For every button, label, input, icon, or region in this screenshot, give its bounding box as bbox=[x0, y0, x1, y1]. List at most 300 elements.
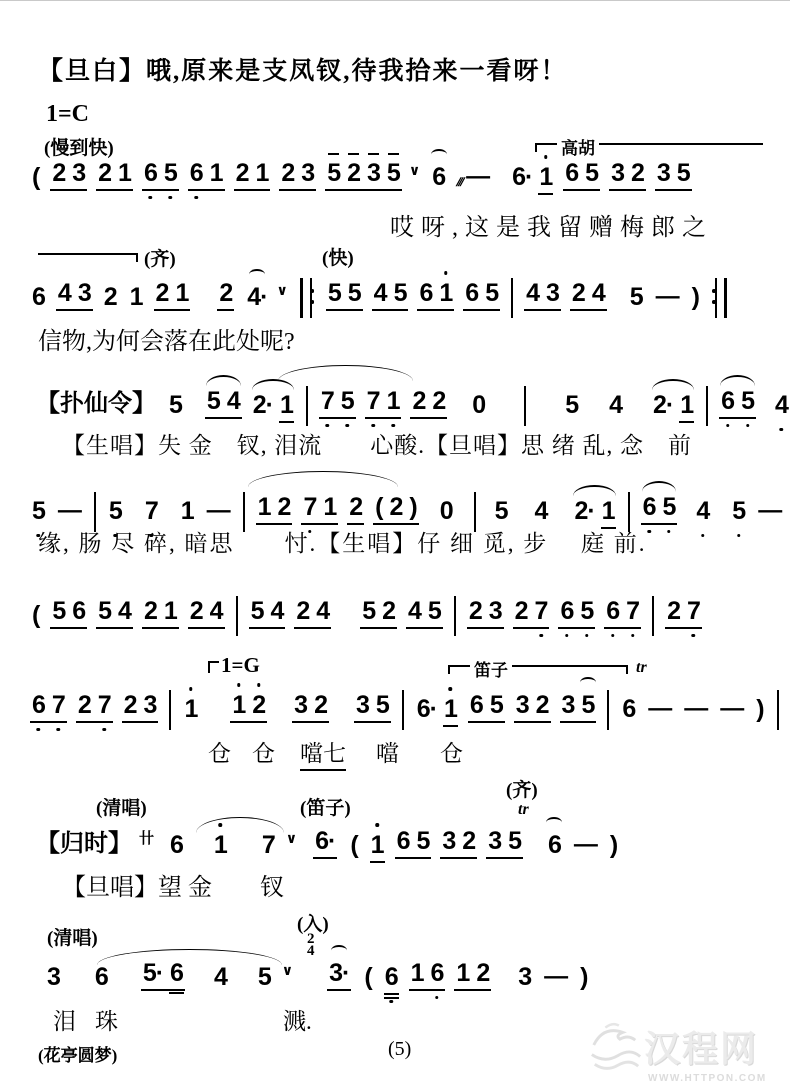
note bbox=[207, 497, 230, 525]
breath-mark bbox=[282, 963, 292, 979]
text-line: 【旦唱】望 金 钗 bbox=[62, 875, 284, 901]
note-glyph: 1 bbox=[279, 391, 293, 419]
note-group bbox=[719, 387, 756, 419]
note-group bbox=[775, 683, 781, 723]
note-glyph: 2 bbox=[382, 597, 396, 625]
annotation-label: (入) bbox=[297, 909, 329, 936]
note bbox=[72, 597, 85, 625]
ov-mark bbox=[368, 153, 379, 155]
annotation-label: (齐) bbox=[506, 775, 538, 802]
note-glyph: 3· bbox=[329, 959, 350, 987]
note-glyph: 5 bbox=[386, 159, 400, 187]
note bbox=[329, 959, 349, 987]
annotation-row bbox=[38, 357, 790, 379]
note-group bbox=[472, 485, 478, 525]
db-mark bbox=[701, 534, 705, 538]
barline bbox=[511, 278, 513, 318]
note bbox=[367, 159, 380, 187]
note-group bbox=[604, 597, 641, 629]
key-change-label bbox=[208, 653, 260, 678]
note-glyph: 2 bbox=[98, 159, 112, 187]
note bbox=[470, 691, 483, 719]
ulA-mark bbox=[169, 992, 184, 994]
note-glyph: 2 bbox=[281, 159, 295, 187]
breath-mark bbox=[286, 831, 296, 847]
note-glyph: 6 bbox=[419, 279, 433, 307]
note-glyph: 7 bbox=[97, 691, 111, 719]
note bbox=[574, 831, 597, 859]
note-group bbox=[76, 691, 113, 723]
note bbox=[574, 497, 594, 525]
note bbox=[362, 597, 375, 625]
annotation-label: (清唱) bbox=[96, 793, 147, 820]
note-glyph: 4 bbox=[57, 279, 71, 307]
note-glyph: 6 bbox=[548, 831, 561, 859]
note-group bbox=[682, 695, 709, 723]
db-mark bbox=[102, 728, 106, 732]
note bbox=[602, 497, 615, 525]
note-glyph: 2 bbox=[389, 493, 403, 521]
note-group bbox=[360, 597, 397, 629]
note-group bbox=[30, 691, 67, 723]
cap-mark bbox=[546, 817, 562, 828]
note bbox=[262, 831, 275, 859]
ov-mark bbox=[348, 153, 359, 155]
note bbox=[145, 497, 158, 525]
note bbox=[656, 283, 679, 311]
note-glyph: 1 bbox=[257, 493, 271, 521]
barline bbox=[169, 690, 171, 730]
note-group bbox=[143, 497, 160, 525]
note-group bbox=[256, 493, 293, 525]
watermark-site-url: WWW.HTTPON.COM bbox=[648, 1073, 767, 1084]
note bbox=[130, 283, 143, 311]
instrument-bracket bbox=[448, 661, 628, 680]
note-group bbox=[50, 597, 87, 629]
note-group bbox=[294, 597, 331, 629]
note-group bbox=[605, 683, 611, 723]
note bbox=[58, 497, 81, 525]
note bbox=[653, 391, 673, 419]
note-glyph: 5 bbox=[32, 497, 45, 525]
note-glyph: 3 bbox=[518, 963, 532, 991]
note-group bbox=[107, 497, 124, 525]
note bbox=[190, 159, 203, 187]
note-group bbox=[609, 159, 646, 191]
note-glyph: 6 bbox=[396, 827, 410, 855]
note-glyph: 1 bbox=[118, 159, 131, 187]
note-glyph: 1 bbox=[539, 163, 553, 191]
note-group bbox=[96, 159, 133, 191]
note-glyph: 6 bbox=[32, 283, 45, 311]
note bbox=[252, 691, 265, 719]
note bbox=[412, 387, 425, 415]
text-line: 缘, 肠 尽 碎, 暗思 忖.【生唱】仔 细 觅, 步 庭 前. bbox=[38, 531, 647, 556]
note bbox=[428, 597, 441, 625]
note-group bbox=[256, 963, 273, 991]
note-glyph: 4 bbox=[534, 497, 548, 525]
note-glyph: — bbox=[466, 163, 490, 190]
note-glyph: 4 bbox=[118, 597, 131, 625]
note-group bbox=[298, 271, 317, 311]
note-glyph: 2· bbox=[252, 391, 273, 419]
note-group bbox=[690, 283, 701, 311]
note bbox=[565, 159, 578, 187]
note-group bbox=[454, 959, 491, 991]
note-glyph: 2 bbox=[52, 159, 66, 187]
phrase-slur-arc bbox=[97, 949, 282, 965]
note-glyph: 7 bbox=[303, 493, 317, 521]
note-group bbox=[168, 831, 185, 859]
note bbox=[562, 691, 575, 719]
note-glyph: 2· bbox=[574, 497, 595, 525]
note-glyph: 1 bbox=[184, 695, 198, 723]
note-group bbox=[365, 387, 402, 419]
note bbox=[409, 493, 416, 521]
note bbox=[270, 597, 283, 625]
note bbox=[585, 159, 598, 187]
note bbox=[371, 831, 384, 859]
note-group bbox=[730, 497, 747, 525]
note-glyph: 6 bbox=[170, 831, 183, 859]
ulA-mark bbox=[443, 725, 458, 727]
note-group bbox=[122, 691, 159, 723]
annotation-row bbox=[30, 651, 781, 683]
notes-row bbox=[38, 827, 619, 859]
note-group bbox=[96, 597, 133, 629]
note-glyph: 1 bbox=[163, 597, 177, 625]
annotation-label: (快) bbox=[322, 243, 354, 270]
note-glyph: 2· bbox=[653, 391, 674, 419]
text-line: 【旦白】哦,原来是支凤钗,待我拾来一看呀！ bbox=[38, 58, 568, 85]
note-group bbox=[234, 159, 271, 191]
note-glyph: 6 bbox=[94, 963, 108, 991]
note-glyph: 2 bbox=[412, 387, 426, 415]
lyric-syllable: 溅. bbox=[283, 1009, 312, 1034]
note-glyph: 2 bbox=[462, 827, 476, 855]
note-glyph: 5 bbox=[585, 159, 599, 187]
time-signature bbox=[307, 933, 315, 957]
note bbox=[156, 279, 169, 307]
note-group bbox=[486, 827, 523, 859]
note bbox=[508, 827, 521, 855]
note bbox=[387, 159, 400, 187]
note-group bbox=[245, 283, 269, 311]
note-glyph: 5 bbox=[485, 279, 499, 307]
note-group bbox=[292, 691, 329, 723]
note-glyph: 2 bbox=[252, 691, 266, 719]
db-mark bbox=[667, 530, 671, 534]
note bbox=[314, 691, 327, 719]
notes-row bbox=[30, 485, 790, 525]
annotation-row bbox=[30, 243, 729, 271]
note bbox=[52, 691, 65, 719]
note-glyph: 5 bbox=[327, 279, 341, 307]
note bbox=[592, 279, 605, 307]
note bbox=[626, 597, 639, 625]
note bbox=[281, 159, 294, 187]
note-glyph: 0 bbox=[439, 497, 453, 525]
note bbox=[385, 963, 398, 991]
note bbox=[720, 695, 743, 723]
note-group bbox=[710, 271, 729, 311]
note-group bbox=[409, 959, 446, 991]
note-group bbox=[464, 163, 491, 191]
note bbox=[327, 159, 340, 187]
db-mark bbox=[149, 196, 153, 200]
lyric-syllable: 噹 bbox=[376, 741, 399, 766]
note-glyph: ( bbox=[32, 163, 40, 191]
note-glyph: 2 bbox=[571, 279, 585, 307]
note-glyph: 6 bbox=[189, 159, 203, 187]
note-glyph: 5 bbox=[676, 159, 690, 187]
note-group bbox=[141, 959, 185, 991]
note-glyph: 5 bbox=[250, 597, 264, 625]
breath-mark bbox=[409, 163, 419, 179]
slur-arc bbox=[652, 379, 694, 390]
note bbox=[255, 159, 268, 187]
da-mark bbox=[449, 687, 453, 691]
note-glyph: 5 bbox=[362, 597, 376, 625]
note-glyph: 3 bbox=[367, 159, 380, 187]
barline bbox=[524, 386, 526, 426]
cap-mark bbox=[431, 149, 447, 160]
note-glyph: — bbox=[758, 497, 782, 524]
note-glyph: 1 bbox=[439, 279, 453, 307]
ulA-mark bbox=[538, 193, 553, 195]
note-group bbox=[440, 827, 477, 859]
annotation-label: (慢到快) bbox=[44, 133, 114, 160]
note bbox=[387, 387, 400, 415]
barline bbox=[777, 690, 779, 730]
note bbox=[253, 391, 273, 419]
note-glyph: 5 bbox=[662, 493, 676, 521]
ulA-mark bbox=[279, 421, 294, 423]
note bbox=[462, 827, 475, 855]
note-glyph: 6· bbox=[416, 695, 438, 723]
note bbox=[465, 279, 478, 307]
note-group bbox=[179, 497, 196, 525]
note-group bbox=[773, 391, 790, 419]
note-group bbox=[463, 279, 500, 311]
note-glyph: 5· bbox=[142, 959, 164, 987]
note-glyph: ( bbox=[32, 601, 40, 629]
slur-arc bbox=[573, 485, 615, 496]
note bbox=[367, 387, 380, 415]
note-group bbox=[205, 387, 242, 419]
note-group bbox=[655, 159, 692, 191]
note bbox=[104, 283, 117, 311]
note-group bbox=[217, 279, 234, 311]
note bbox=[32, 163, 39, 191]
music-line bbox=[30, 589, 702, 629]
note-group bbox=[572, 831, 599, 859]
note bbox=[580, 963, 587, 991]
note bbox=[560, 597, 573, 625]
note-glyph: — bbox=[720, 695, 744, 722]
note-group bbox=[128, 283, 145, 311]
note bbox=[98, 159, 111, 187]
note-group bbox=[452, 589, 458, 629]
note bbox=[489, 597, 502, 625]
note bbox=[648, 695, 671, 723]
note-glyph: 4 bbox=[609, 391, 623, 419]
note-glyph: 5 bbox=[416, 827, 430, 855]
note bbox=[348, 279, 361, 307]
ulA-mark bbox=[370, 861, 385, 863]
note bbox=[472, 391, 485, 419]
da-mark bbox=[237, 683, 241, 687]
note bbox=[687, 597, 700, 625]
bracket-tick bbox=[535, 144, 537, 152]
bracket-tick bbox=[448, 666, 450, 674]
phrase-slur-arc bbox=[248, 471, 398, 487]
note bbox=[439, 279, 452, 307]
note-group bbox=[354, 691, 391, 723]
bracket-label: (齐) bbox=[144, 244, 176, 271]
note bbox=[440, 497, 453, 525]
note-glyph: ∨ bbox=[281, 963, 293, 979]
note-glyph: 6 bbox=[432, 163, 446, 191]
note bbox=[52, 159, 65, 187]
note bbox=[78, 279, 91, 307]
note-group bbox=[516, 963, 533, 991]
note-glyph: ) bbox=[580, 963, 588, 991]
note bbox=[175, 279, 188, 307]
note-group bbox=[620, 695, 637, 723]
note bbox=[609, 391, 622, 419]
note bbox=[677, 159, 690, 187]
music-line bbox=[30, 131, 692, 191]
note bbox=[417, 695, 437, 723]
note-group bbox=[694, 497, 711, 525]
note bbox=[341, 387, 354, 415]
note-group bbox=[510, 163, 554, 191]
note-group bbox=[406, 597, 443, 629]
note-glyph: 3 bbox=[488, 827, 502, 855]
notes-row bbox=[30, 589, 702, 629]
barline bbox=[607, 690, 609, 730]
note-group bbox=[142, 159, 179, 191]
note bbox=[375, 493, 382, 521]
note-group bbox=[284, 831, 298, 859]
note-group bbox=[493, 497, 510, 525]
note bbox=[118, 597, 131, 625]
note-group bbox=[362, 963, 373, 991]
note bbox=[630, 283, 643, 311]
note bbox=[58, 279, 71, 307]
note-glyph: 2 bbox=[189, 597, 203, 625]
note-glyph: 【扑仙令】 bbox=[36, 391, 156, 417]
note-glyph: 4 bbox=[591, 279, 605, 307]
note bbox=[606, 597, 619, 625]
note-group bbox=[572, 497, 616, 525]
note bbox=[580, 597, 593, 625]
note bbox=[170, 831, 183, 859]
note bbox=[316, 597, 329, 625]
note bbox=[442, 827, 455, 855]
note-glyph: 3 bbox=[301, 159, 315, 187]
note-glyph: 1 bbox=[410, 959, 424, 987]
note-group bbox=[325, 159, 402, 191]
music-line bbox=[38, 357, 790, 419]
db-mark bbox=[37, 728, 41, 732]
note-glyph: 2 bbox=[219, 279, 233, 307]
note bbox=[485, 279, 498, 307]
annotation-row bbox=[30, 465, 790, 485]
footer-opera-title: (花亭圆梦) bbox=[38, 1046, 118, 1065]
note-glyph: ) bbox=[691, 283, 699, 311]
note bbox=[516, 691, 529, 719]
note bbox=[214, 831, 227, 859]
db-mark bbox=[565, 634, 569, 638]
note bbox=[72, 159, 85, 187]
note bbox=[236, 159, 249, 187]
note bbox=[328, 279, 341, 307]
note-glyph: 6· bbox=[512, 163, 533, 191]
note bbox=[680, 391, 693, 419]
note-glyph: 2 bbox=[77, 691, 91, 719]
note-group bbox=[167, 391, 184, 419]
note bbox=[657, 159, 670, 187]
note-group bbox=[212, 831, 229, 859]
note-glyph: 7 bbox=[534, 597, 548, 625]
note-group bbox=[34, 829, 155, 859]
barline bbox=[706, 386, 708, 426]
note-glyph: 5 bbox=[206, 387, 220, 415]
note bbox=[32, 497, 45, 525]
note bbox=[301, 159, 314, 187]
note-glyph: — bbox=[655, 283, 679, 310]
note-group bbox=[369, 831, 386, 859]
note-glyph: 5 bbox=[580, 597, 594, 625]
barline bbox=[306, 386, 308, 426]
note-glyph: 3 bbox=[143, 691, 157, 719]
note-group bbox=[167, 683, 173, 723]
note-glyph: 1 bbox=[323, 493, 337, 521]
note-glyph: 1 bbox=[370, 831, 384, 859]
note-group bbox=[30, 601, 41, 629]
note-group bbox=[438, 497, 455, 525]
note-glyph: 6 bbox=[72, 597, 86, 625]
note bbox=[495, 497, 508, 525]
note bbox=[419, 279, 432, 307]
db-mark bbox=[169, 196, 173, 200]
note bbox=[397, 827, 410, 855]
note-glyph: 1 bbox=[213, 831, 227, 859]
note bbox=[696, 497, 709, 525]
lyric-syllable: 噹七 bbox=[300, 735, 346, 771]
note bbox=[296, 597, 309, 625]
note-glyph: ∨ bbox=[276, 283, 287, 299]
note-glyph: 4 bbox=[373, 279, 387, 307]
meter-denominator: 4 bbox=[307, 943, 315, 959]
corner-mark bbox=[208, 661, 219, 673]
annotation-row bbox=[38, 777, 619, 827]
note-group bbox=[56, 497, 83, 525]
note-glyph: 7 bbox=[144, 497, 158, 525]
da-mark bbox=[257, 683, 261, 687]
note-glyph: ∨ bbox=[408, 163, 420, 179]
note-group bbox=[304, 379, 310, 419]
ulA-mark bbox=[679, 421, 694, 423]
note-glyph: 5 bbox=[508, 827, 522, 855]
note-glyph: 6 bbox=[642, 493, 656, 521]
note-glyph: 2 bbox=[514, 597, 528, 625]
note-glyph: 7 bbox=[320, 387, 334, 415]
note-glyph: 3 bbox=[47, 963, 60, 991]
note bbox=[251, 597, 264, 625]
